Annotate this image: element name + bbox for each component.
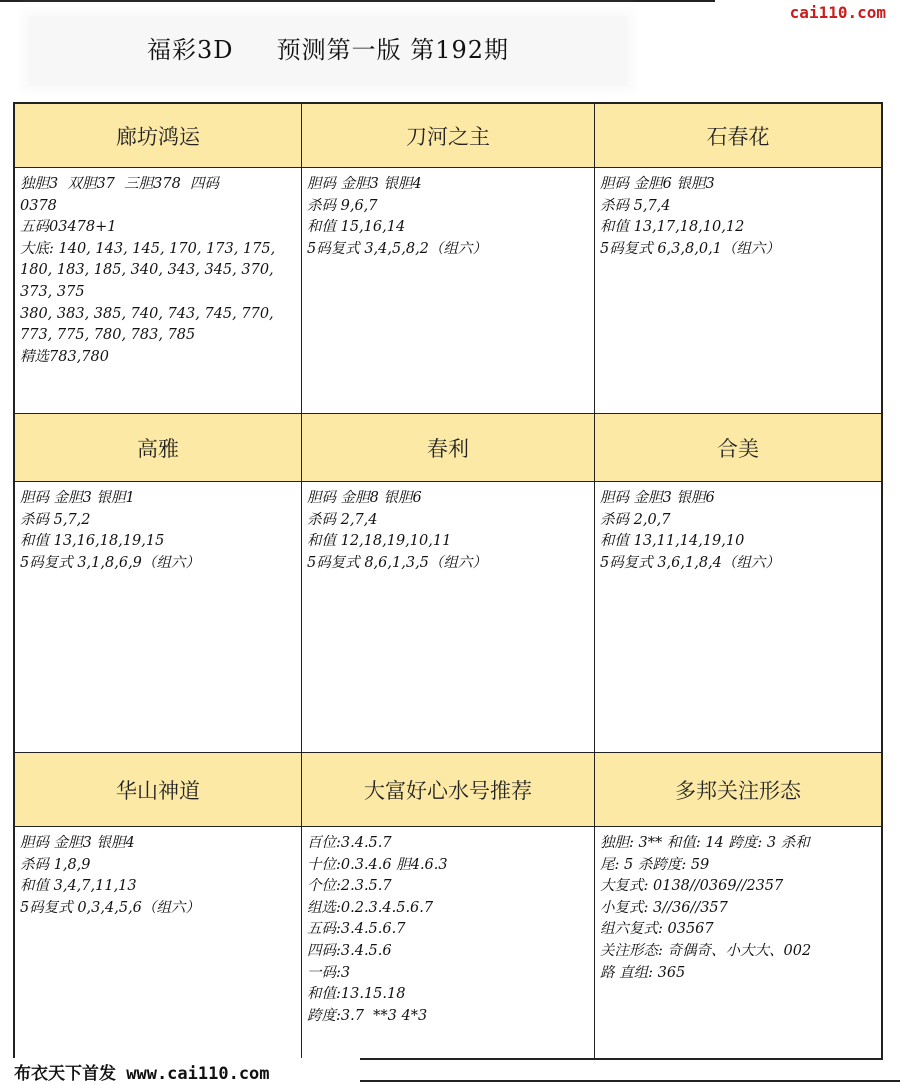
panel-header: 大富好心水号推荐 xyxy=(302,753,595,827)
prediction-line: 5码复式 3,6,1,8,4（组六） xyxy=(600,554,780,571)
prediction-line: 0378 xyxy=(20,197,57,214)
bottom-rule xyxy=(360,1080,900,1082)
prediction-line: 胆码 金胆3 银胆6 xyxy=(600,490,715,506)
prediction-line: 大复式: 0138//0369//2357 xyxy=(600,878,784,895)
title-banner xyxy=(28,16,628,86)
panel-body xyxy=(302,827,595,1058)
page-title: 福彩3D 预测第一版 第192期 xyxy=(146,36,510,64)
top-rule xyxy=(0,0,715,2)
prediction-line: 胆码 金胆6 银胆3 xyxy=(600,176,715,192)
prediction-line: 和值 13,16,18,19,15 xyxy=(20,533,165,550)
prediction-line: 独胆3 双胆37 三胆378 四码 xyxy=(20,176,220,192)
prediction-line: 路 直组: 365 xyxy=(600,964,686,981)
panel-header: 刀河之主 xyxy=(302,104,595,168)
prediction-line: 胆码 金胆3 银胆4 xyxy=(307,176,422,192)
prediction-line: 5码复式 3,4,5,8,2（组六） xyxy=(307,240,487,257)
prediction-line: 5码复式 8,6,1,3,5（组六） xyxy=(307,554,487,571)
prediction-line: 尾: 5 杀跨度: 59 xyxy=(600,856,710,873)
prediction-line: 组选:0.2.3.4.5.6.7 xyxy=(307,899,434,916)
panel-body xyxy=(595,168,881,414)
prediction-line: 胆码 金胆8 银胆6 xyxy=(307,490,422,506)
prediction-line: 杀码 5,7,4 xyxy=(600,197,671,214)
prediction-line: 5码复式 3,1,8,6,9（组六） xyxy=(20,554,200,571)
prediction-line: 180, 183, 185, 340, 343, 345, 370, xyxy=(20,262,274,279)
panel-header: 华山神道 xyxy=(15,753,302,827)
prediction-table xyxy=(13,102,883,1060)
prediction-line: 组六复式: 03567 xyxy=(600,921,714,938)
panel-header: 多邦关注形态 xyxy=(595,753,881,827)
panel-body xyxy=(15,168,302,414)
prediction-line: 四码:3.4.5.6 xyxy=(307,942,392,959)
prediction-line: 杀码 9,6,7 xyxy=(307,197,378,214)
prediction-line: 和值 13,11,14,19,10 xyxy=(600,533,745,550)
panel-header: 合美 xyxy=(595,414,881,482)
panel-header: 高雅 xyxy=(15,414,302,482)
prediction-line: 个位:2.3.5.7 xyxy=(307,878,392,895)
prediction-line: 和值 15,16,14 xyxy=(307,219,406,236)
prediction-line: 十位:0.3.4.6 胆4.6.3 xyxy=(307,856,448,873)
prediction-line: 和值:13.15.18 xyxy=(307,986,406,1003)
panel-body xyxy=(595,827,881,1058)
prediction-line: 小复式: 3//36//357 xyxy=(600,899,728,916)
prediction-line: 5码复式 0,3,4,5,6（组六） xyxy=(20,899,200,916)
panel-body xyxy=(15,482,302,753)
prediction-line: 380, 383, 385, 740, 743, 745, 770, xyxy=(20,305,274,322)
prediction-line: 和值 3,4,7,11,13 xyxy=(20,878,137,895)
prediction-line: 5码复式 6,3,8,0,1（组六） xyxy=(600,240,780,257)
prediction-line: 关注形态: 奇偶奇、小大大、002 xyxy=(600,942,812,959)
prediction-line: 773, 775, 780, 783, 785 xyxy=(20,327,196,344)
site-watermark-top: cai110.com xyxy=(789,3,886,22)
panel-header: 石春花 xyxy=(595,104,881,168)
panel-body xyxy=(302,168,595,414)
panel-body xyxy=(595,482,881,753)
prediction-line: 一码:3 xyxy=(307,964,351,981)
panel-header: 廊坊鸿运 xyxy=(15,104,302,168)
prediction-line: 五码03478+1 xyxy=(20,219,117,236)
panel-header: 春利 xyxy=(302,414,595,482)
prediction-line: 373, 375 xyxy=(20,283,85,300)
prediction-line: 和值 12,18,19,10,11 xyxy=(307,533,452,550)
prediction-line: 杀码 5,7,2 xyxy=(20,511,91,528)
prediction-line: 和值 13,17,18,10,12 xyxy=(600,219,745,236)
prediction-line: 精选783,780 xyxy=(20,348,109,365)
prediction-line: 胆码 金胆3 银胆1 xyxy=(20,490,135,506)
prediction-line: 大底: 140, 143, 145, 170, 173, 175, xyxy=(20,240,276,257)
prediction-line: 独胆: 3** 和值: 14 跨度: 3 杀和 xyxy=(600,835,810,851)
prediction-line: 杀码 2,7,4 xyxy=(307,511,378,528)
prediction-line: 胆码 金胆3 银胆4 xyxy=(20,835,135,851)
prediction-line: 五码:3.4.5.6.7 xyxy=(307,921,406,938)
panel-body xyxy=(15,827,302,1058)
prediction-line: 百位:3.4.5.7 xyxy=(307,835,392,851)
prediction-line: 跨度:3.7 **3 4*3 xyxy=(307,1007,428,1024)
prediction-line: 杀码 1,8,9 xyxy=(20,856,91,873)
prediction-line: 杀码 2,0,7 xyxy=(600,511,671,528)
panel-body xyxy=(302,482,595,753)
site-watermark-bottom: 布衣天下首发 www.cai110.com xyxy=(14,1064,270,1084)
